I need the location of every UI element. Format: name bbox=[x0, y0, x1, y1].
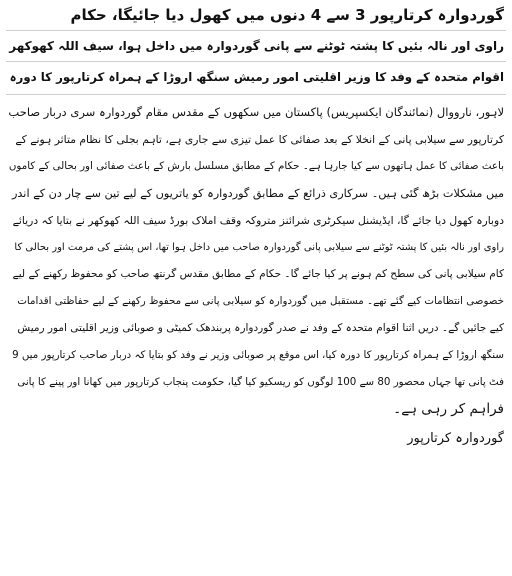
body-line: دوبارہ کھول دیا جائے گا، ایڈیشنل سیکرٹری شرائنز متروکہ وقف املاک بورڈ سیف اللہ کھوکھر نے بتایا کہ دریائے bbox=[12, 214, 504, 227]
body-line: فٹ پانی تھا جہاں محصور 80 سے 100 لوگوں کو ریسکیو کیا گیا، حکومت پنجاب کرتارپور میں کھانا اور پینے کا پانی bbox=[17, 376, 504, 388]
body-line: راوی اور نالہ بئیں کا پشتہ ٹوٹنے سے سیلابی پانی گوردوارہ صاحب میں داخل ہوا تھا، اس پشتے کی مرمت اور بحالی کا bbox=[14, 242, 504, 253]
body-line: فراہم کر رہی ہے۔ bbox=[393, 401, 504, 417]
headline-divider bbox=[6, 61, 506, 62]
body-line: سنگھ اروڑا کے ہمراہ کرتارپور کا دورہ کیا، اس موقع پر صوبائی وزیر نے وفد کو بتایا کہ دربار صاحب کرتارپور میں 9 bbox=[12, 349, 504, 361]
body-line: کیے جائیں گے۔ دریں اثنا اقوام متحدہ کے وفد نے صدر گوردوارہ پربندھک کمیٹی و صوبائی وزیر اقلیتی امور رمیش bbox=[17, 322, 504, 334]
body-line: خصوصی انتظامات کیے گئے تھے۔ مستقبل میں گوردوارہ کو سیلابی پانی سے محفوظ رکھنے کے لیے حفاظتی اقدامات bbox=[17, 295, 504, 307]
body-line: کرتارپور سے سیلابی پانی کے انخلا کے بعد صفائی کا عمل تیزی سے جاری ہے، تاہم بجلی کا نظام متاثر ہونے کے bbox=[15, 133, 504, 146]
headline-1: گوردوارہ کرتارپور 3 سے 4 دنوں میں کھول دیا جائیگا، حکام bbox=[70, 6, 504, 24]
headline-2: راوی اور نالہ بئیں کا پشتہ ٹوٹنے سے پانی گوردوارہ میں داخل ہوا، سیف اللہ کھوکھر bbox=[9, 39, 504, 53]
headline-divider bbox=[6, 94, 506, 95]
image-caption: گوردوارہ کرتارپور bbox=[407, 431, 504, 446]
headline-3: اقوام متحدہ کے وفد کا وزیر اقلیتی امور رمیش سنگھ اروڑا کے ہمراہ کرتارپور کا دورہ bbox=[9, 70, 504, 84]
body-line: لاہور، نارووال (نمائندگان ایکسپریس) پاکستان میں سکھوں کے مقدس مقام گوردوارہ سری دربار صاحب bbox=[8, 105, 504, 119]
body-line: میں مشکلات بڑھ گئی ہیں۔ سرکاری ذرائع کے مطابق گوردوارہ کو یاتریوں کے لیے تین سے چار دن کے اندر bbox=[11, 187, 504, 200]
headline-divider bbox=[6, 30, 506, 31]
body-line: کام سیلابی پانی کی سطح کم ہونے پر کیا جائے گا۔ حکام کے مطابق مقدس گرنتھ صاحب کو محفوظ رکھنے کے لیے bbox=[12, 268, 504, 280]
body-line: باعث صفائی کا عمل ہاتھوں سے کیا جارہا ہے۔ حکام کے مطابق مسلسل بارش کے باعث صفائی اور بحالی کے کاموں bbox=[8, 160, 504, 172]
